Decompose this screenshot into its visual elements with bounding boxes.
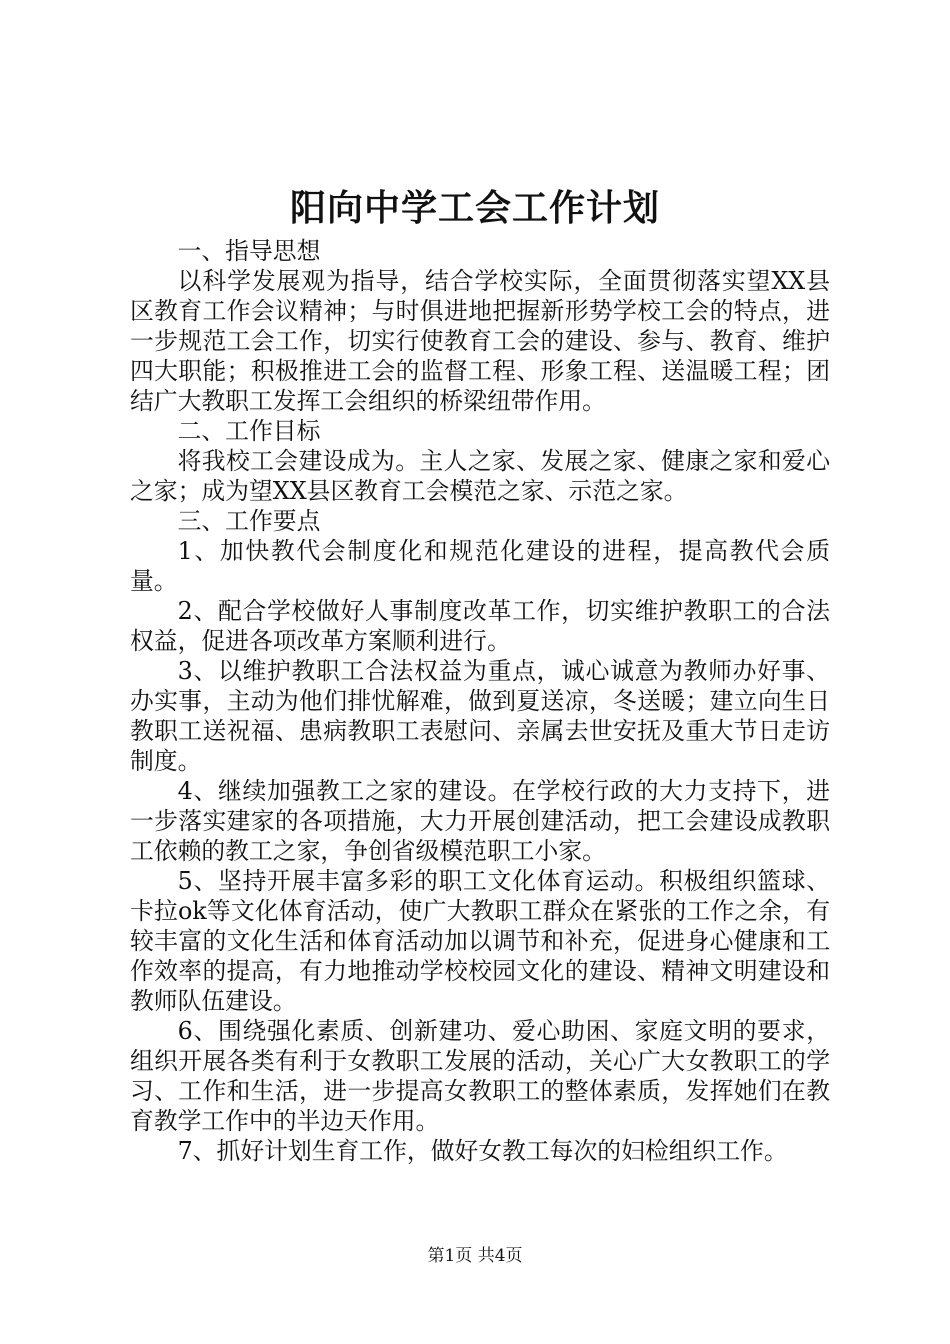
work-point-1: 1、加快教代会制度化和规范化建设的进程，提高教代会质量。 bbox=[130, 537, 830, 595]
section-heading-work-goals: 二、工作目标 bbox=[177, 417, 321, 445]
document-title: 阳向中学工会工作计划 bbox=[289, 187, 660, 229]
document-body bbox=[130, 236, 830, 1166]
section-heading-work-points: 三、工作要点 bbox=[177, 507, 321, 535]
page-number-footer: 第1页 共4页 bbox=[427, 1246, 523, 1266]
paragraph-guiding-ideology: 以科学发展观为指导，结合学校实际，全面贯彻落实望XX县区教育工作会议精神；与时俱进地把握新形势学校工会的特点，进一步规范工会工作，切实行使教育工会的建设、参与、教育、维护四大职能；积极推进工会的监督工程、形象工程、送温暖工程；团结广大教职工发挥工会组织的桥梁纽带作用。 bbox=[130, 267, 830, 415]
work-point-6: 6、围绕强化素质、创新建功、爱心助困、家庭文明的要求，组织开展各类有利于女教职工发展的活动，关心广大女教职工的学习、工作和生活，进一步提高女教职工的整体素质，发挥她们在教育教学工作中的半边天作用。 bbox=[130, 1017, 830, 1135]
work-point-7: 7、抓好计划生育工作，做好女教工每次的妇检组织工作。 bbox=[177, 1137, 788, 1165]
paragraph-work-goals: 将我校工会建设成为。主人之家、发展之家、健康之家和爱心之家；成为望XX县区教育工会模范之家、示范之家。 bbox=[130, 447, 830, 505]
work-point-4: 4、继续加强教工之家的建设。在学校行政的大力支持下，进一步落实建家的各项措施，大力开展创建活动，把工会建设成教职工依赖的教工之家，争创省级模范职工小家。 bbox=[130, 777, 830, 865]
work-point-5: 5、坚持开展丰富多彩的职工文化体育运动。积极组织篮球、卡拉ok等文化体育活动，使广大教职工群众在紧张的工作之余，有较丰富的文化生活和体育活动加以调节和补充，促进身心健康和工作效率的提高，有力地推动学校校园文化的建设、精神文明建设和教师队伍建设。 bbox=[130, 867, 830, 1015]
work-point-2: 2、配合学校做好人事制度改革工作，切实维护教职工的合法权益，促进各项改革方案顺利进行。 bbox=[130, 597, 830, 655]
section-heading-guiding-ideology: 一、指导思想 bbox=[177, 237, 321, 265]
work-point-3: 3、以维护教职工合法权益为重点，诚心诚意为教师办好事、办实事，主动为他们排忧解难，做到夏送凉，冬送暖；建立向生日教职工送祝福、患病教职工表慰问、亲属去世安抚及重大节日走访制度。 bbox=[130, 657, 830, 775]
